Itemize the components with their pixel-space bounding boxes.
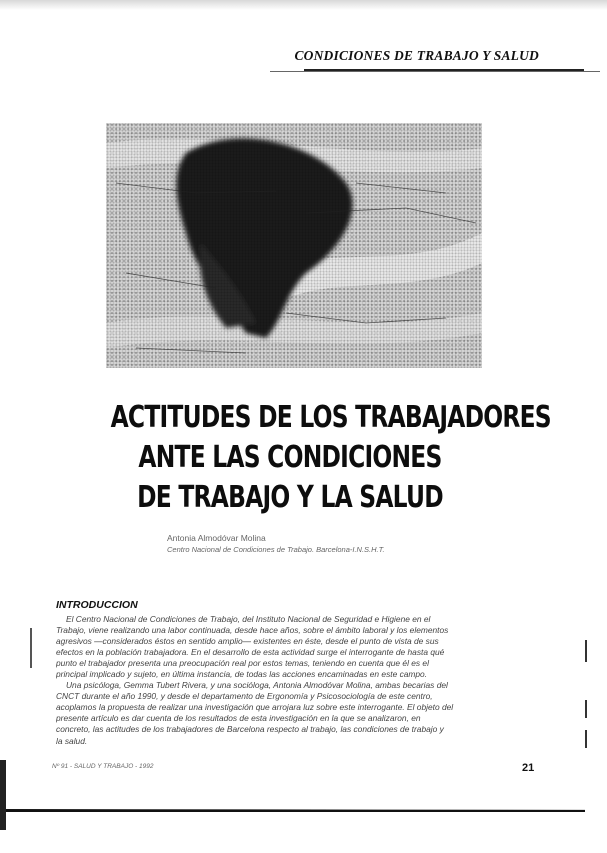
body-line: principal implicado y sujeto, en última instancia, de todas las acciones encaminadas en este campo. [56, 669, 428, 680]
article-photo [106, 123, 482, 368]
body-line: El Centro Nacional de Condiciones de Trabajo, del Instituto Nacional de Seguridad e Higiene en el [66, 614, 431, 624]
scan-edge-shadow [0, 0, 607, 10]
journal-footer: Nº 91 - SALUD Y TRABAJO - 1992 [52, 763, 154, 770]
title-line-2: ANTE LAS CONDICIONES [138, 440, 442, 475]
title-line-1: ACTITUDES DE LOS TRABAJADORES [110, 400, 551, 435]
body-line: efectos en la población trabajadora. En el desarrollo de esta actividad surge el interrogante de hasta qué [56, 647, 445, 658]
body-line: CNCT durante el año 1990, y desde el departamento de Ergonomía y Psicosociología de este centro, [56, 691, 433, 702]
body-line: concreto, las actitudes de los trabajadores de Barcelona respecto al trabajo, las condiciones de trabajo y [56, 724, 444, 735]
bottom-rule [0, 809, 585, 812]
body-text [56, 614, 534, 747]
body-line: agresivos —considerados éstos en sentido amplio— existentes en éste, desde el punto de vista de sus [56, 636, 439, 647]
body-line: presente artículo es dar cuenta de los resultados de esta investigación en la que se analizaron, en [56, 713, 421, 724]
title-line-3: DE TRABAJO Y LA SALUD [137, 480, 443, 515]
author-name: Antonia Almodóvar Molina [167, 533, 266, 543]
margin-mark [30, 628, 32, 668]
body-line: Trabajo, viene realizando una labor continuada, desde hace años, sobre el ámbito laboral y los elementos [56, 625, 449, 636]
body-line: Una psicóloga, Gemma Tubert Rivera, y una socióloga, Antonia Almodóvar Molina, ambas becarias del [66, 680, 448, 691]
body-line: punto el trabajador presenta una preocupación real por estos temas, teniendo en cuenta que él es el [56, 658, 429, 669]
margin-mark [585, 700, 587, 718]
body-line: acoplamos la propuesta de realizar una investigación que arrojara luz sobre este interrogante. El objeto del [56, 702, 454, 713]
running-head: CONDICIONES DE TRABAJO Y SALUD [294, 48, 539, 63]
body-line: la salud. [56, 735, 88, 746]
article-title [110, 398, 551, 518]
page-number: 21 [522, 762, 535, 774]
header-rule-thin [270, 71, 600, 72]
scan-edge-mark [0, 760, 6, 830]
margin-mark [585, 640, 587, 662]
margin-mark [585, 730, 587, 748]
section-heading: INTRODUCCION [56, 599, 138, 611]
photo-halftone-image [106, 123, 482, 368]
author-affiliation: Centro Nacional de Condiciones de Trabajo. Barcelona-I.N.S.H.T. [167, 545, 385, 554]
